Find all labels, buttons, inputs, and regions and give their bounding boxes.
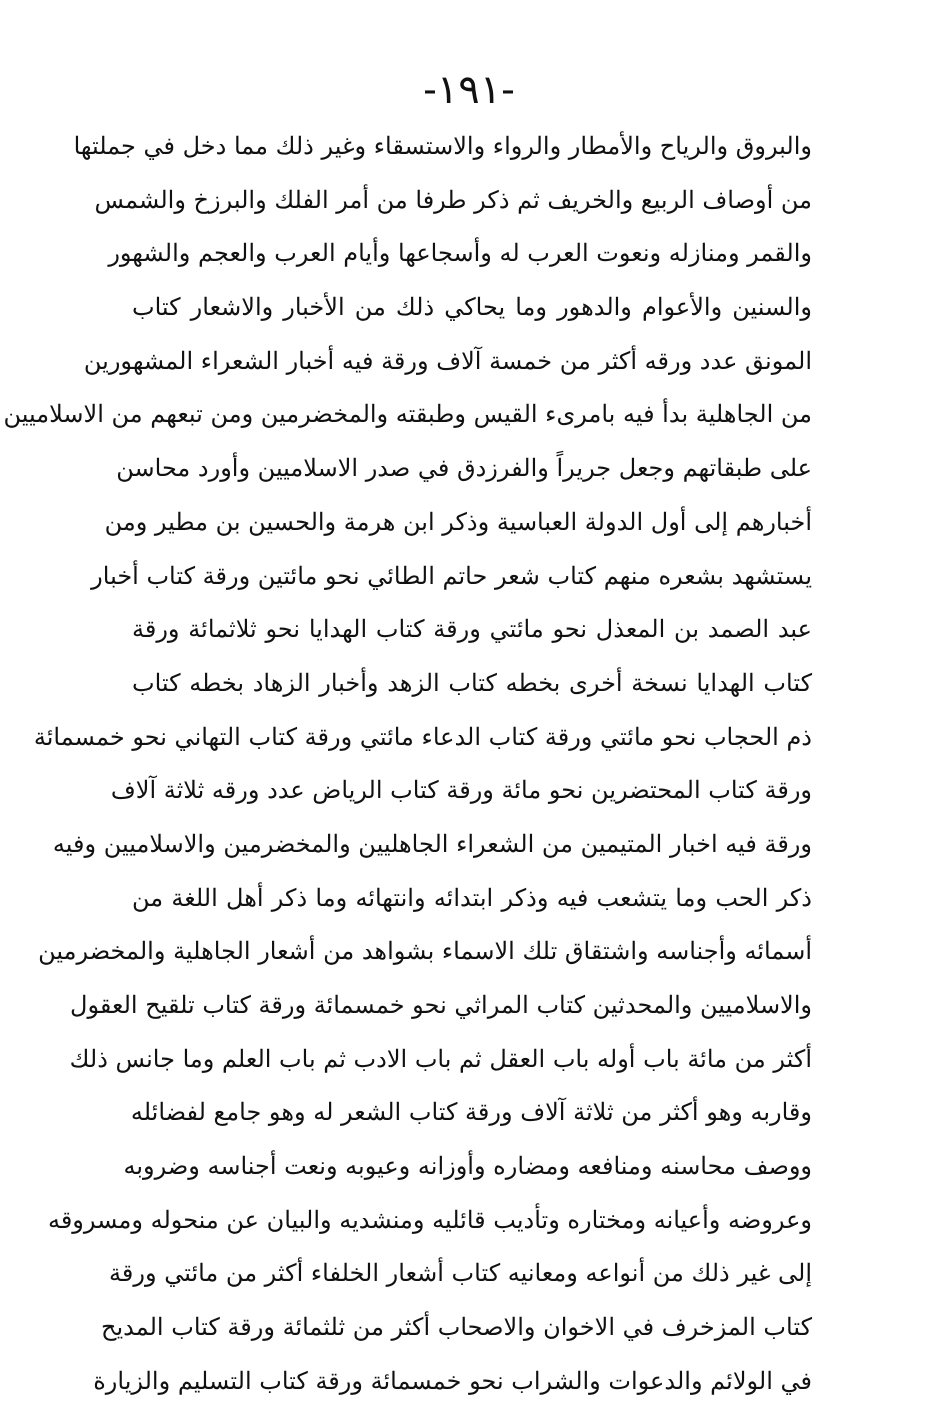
text-line-20: ووصف محاسنه ومنافعه ومضاره وأوزانه وعيوبه ونعت أجناسه وضروبه [123,1152,812,1181]
text-line-10: عبد الصمد بن المعذل نحو مائتي ورقة كتاب الهدايا نحو ثلاثمائة ورقة [132,615,812,644]
body-text [3,120,812,1409]
text-line-21: وعروضه وأعيانه ومختاره وتأديب قائليه ومنشديه والبيان عن منحوله ومسروقه [47,1205,812,1234]
text-line-12: ذم الحجاب نحو مائتي ورقة كتاب الدعاء مائتي ورقة كتاب التهاني نحو خمسمائة [33,722,812,751]
text-line-16: أسمائه وأجناسه واشتقاق تلك الاسماء بشواهد من أشعار الجاهلية والمخضرمين [38,937,812,966]
text-line-22: إلى غير ذلك من أنواعه ومعانيه كتاب أشعار الخلفاء أكثر من مائتي ورقة [109,1259,812,1288]
text-line-19: وقاربه وهو أكثر من ثلاثة آلاف ورقة كتاب الشعر له وهو جامع لفضائله [130,1098,812,1127]
text-line-4: والسنين والأعوام والدهور وما يحاكي ذلك من الأخبار والاشعار كتاب [132,293,812,322]
text-line-1: والبروق والرياح والأمطار والرواء والاستسقاء وغير ذلك مما دخل في جملتها [73,132,812,160]
text-line-5: المونق عدد ورقه أكثر من خمسة آلاف ورقة فيه أخبار الشعراء المشهورين [83,346,812,375]
text-line-23: كتاب المزخرف في الاخوان والاصحاب أكثر من ثلثمائة ورقة كتاب المديح [100,1313,812,1342]
text-line-11: كتاب الهدايا نسخة أخرى بخطه كتاب الزهد وأخبار الزهاد بخطه كتاب [132,668,812,697]
text-line-18: أكثر من مائة باب أوله باب العقل ثم باب الادب ثم باب العلم وما جانس ذلك [69,1044,812,1073]
text-line-9: يستشهد بشعره منهم كتاب شعر حاتم الطائي نحو مائتين ورقة كتاب أخبار [91,561,812,590]
text-line-3: والقمر ومنازله ونعوت العرب له وأسجاعها وأيام العرب والعجم والشهور [108,239,812,268]
text-line-2: من أوصاف الربيع والخريف ثم ذكر طرفا من أمر الفلك والبرزخ والشمس [94,185,812,214]
page-number: -١٩١- [423,67,515,113]
text-line-15: ذكر الحب وما يتشعب فيه وذكر ابتدائه وانتهائه وما ذكر أهل اللغة من [132,883,812,912]
text-line-13: ورقة كتاب المحتضرين نحو مائة ورقة كتاب الرياض عدد ورقه ثلاثة آلاف [110,776,812,805]
text-line-8: أخبارهم إلى أول الدولة العباسية وذكر ابن هرمة والحسين بن مطير ومن [104,507,812,536]
text-line-6: من الجاهلية بدأ فيه بامرىء القيس وطبقته والمخضرمين ومن تبعهم من الاسلاميين [3,400,812,429]
text-line-24: في الولائم والدعوات والشراب نحو خمسمائة ورقة كتاب التسليم والزيارة [93,1366,812,1395]
text-line-7: على طبقاتهم وجعل جريراً والفرزدق في صدر الاسلاميين وأورد محاسن [116,454,812,483]
text-line-14: ورقة فيه اخبار المتيمين من الشعراء الجاهليين والمخضرمين والاسلاميين وفيه [52,829,812,858]
text-line-17: والاسلاميين والمحدثين كتاب المراثي نحو خمسمائة ورقة كتاب تلقيح العقول [70,991,812,1019]
